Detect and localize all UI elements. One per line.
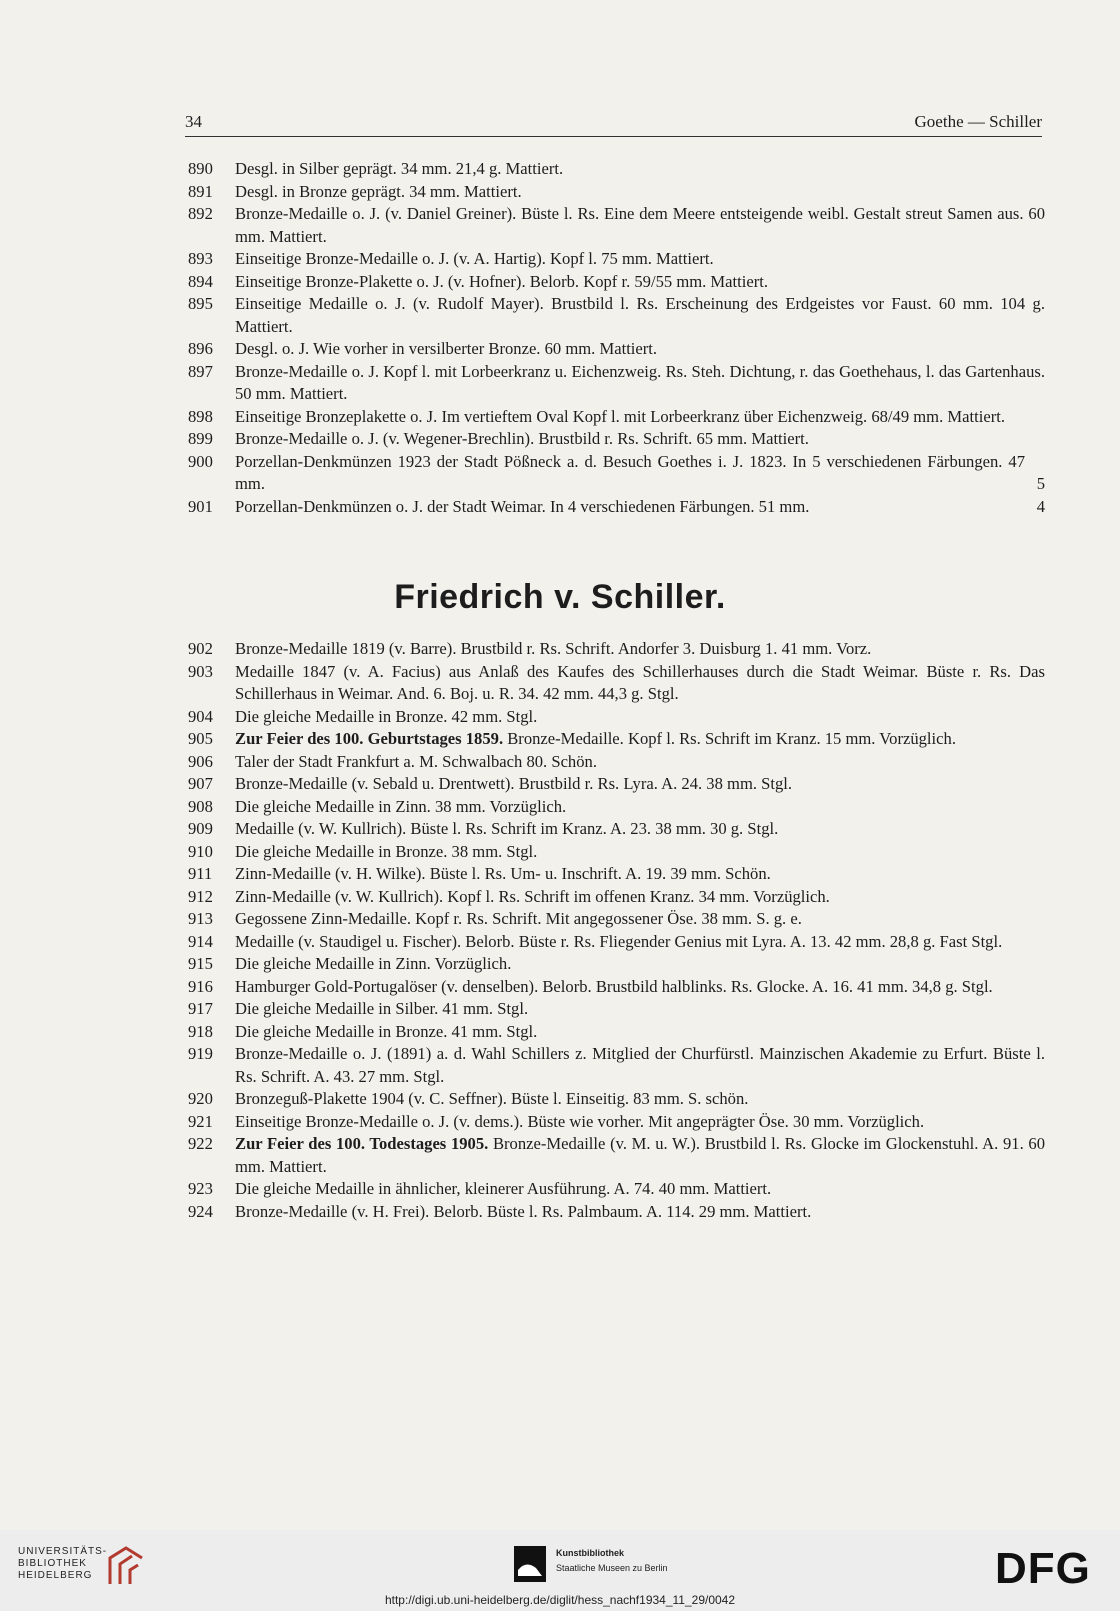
- entry-number: 890: [188, 159, 213, 178]
- catalog-entry: [188, 1043, 1045, 1088]
- catalog-entry: [188, 908, 1045, 931]
- catalog-entry: [188, 998, 1045, 1021]
- university-library-name: UNIVERSITÄTS- BIBLIOTHEK HEIDELBERG: [18, 1546, 108, 1581]
- entry-number: 913: [188, 909, 213, 928]
- entry-number: 924: [188, 1201, 213, 1221]
- entry-number: 899: [188, 429, 213, 448]
- entry-description: Porzellan-Denkmünzen o. J. der Stadt Weimar. In 4 verschiedenen Färbungen. 51 mm.: [235, 496, 810, 516]
- catalog-entry: [188, 1201, 1045, 1224]
- digitization-footer: [0, 1530, 1120, 1611]
- entry-number: 917: [188, 999, 213, 1018]
- catalog-entry: [188, 976, 1045, 999]
- entry-number: 903: [188, 661, 213, 681]
- section-title: Friedrich v. Schiller.: [394, 578, 726, 616]
- entry-number: 901: [188, 496, 213, 516]
- entry-description: Die gleiche Medaille in Silber. 41 mm. Stgl.: [235, 999, 529, 1018]
- entry-description: Zinn-Medaille (v. H. Wilke). Büste l. Rs. Um- u. Inschrift. A. 19. 39 mm. Schön.: [235, 864, 771, 883]
- entry-description: Taler der Stadt Frankfurt a. M. Schwalbach 80. Schön.: [235, 751, 597, 771]
- entry-description: Medaille 1847 (v. A. Facius) aus Anlaß des Kaufes des Schillerhauses durch die Stadt Weimar. Büste r. Rs. Das Schillerhaus in Weimar. And. 6. Boj. u. R. 34. 42 mm. 44,3 g. Stgl.: [235, 661, 1045, 703]
- entry-number: 915: [188, 954, 213, 973]
- entry-description: Bronze-Medaille o. J. (v. Wegener-Brechlin). Brustbild r. Rs. Schrift. 65 mm. Mattiert.: [235, 429, 809, 448]
- catalog-entry: [188, 706, 1045, 729]
- entry-description: Porzellan-Denkmünzen 1923 der Stadt Pößneck a. d. Besuch Goethes i. J. 1823. In 5 verschiedenen Färbungen. 47 mm.: [235, 451, 1025, 493]
- entry-number: 906: [188, 751, 213, 771]
- entry-description: Bronze-Medaille o. J. Kopf l. mit Lorbeerkranz u. Eichenzweig. Rs. Steh. Dichtung, r. das Goethehaus, l. das Gartenhaus. 50 mm. Mattiert.: [235, 361, 1045, 403]
- entry-number: 914: [188, 931, 213, 951]
- entry-number: 919: [188, 1044, 213, 1063]
- entry-number: 907: [188, 774, 213, 793]
- catalog-entry: [188, 638, 1045, 661]
- catalog-entry: [188, 271, 1045, 294]
- catalog-entry: [188, 1133, 1045, 1178]
- catalog-entry: [188, 181, 1045, 204]
- entry-number: 916: [188, 976, 213, 996]
- entry-description: Bronze-Medaille o. J. (1891) a. d. Wahl Schillers z. Mitglied der Churfürstl. Mainzischen Akademie zu Erfurt. Büste l. Rs. Schrift. A. 43. 27 mm. Stgl.: [235, 1044, 1045, 1086]
- entry-description: Medaille (v. Staudigel u. Fischer). Belorb. Büste r. Rs. Fliegender Genius mit Lyra. A. 13. 42 mm. 28,8 g. Fast Stgl.: [235, 931, 1003, 951]
- entry-number: 892: [188, 204, 213, 223]
- entry-description: Die gleiche Medaille in Zinn. 38 mm. Vorzüglich.: [235, 796, 567, 816]
- museum-subtitle: Staatliche Museen zu Berlin: [556, 1563, 668, 1573]
- entry-description: Einseitige Medaille o. J. (v. Rudolf Mayer). Brustbild l. Rs. Erscheinung des Erdgeistes vor Faust. 60 mm. 104 g. Mattiert.: [235, 294, 1045, 336]
- entry-number: 897: [188, 361, 213, 381]
- entry-number: 909: [188, 819, 213, 838]
- university-library-mark-icon: [104, 1544, 148, 1588]
- running-title: Goethe — Schiller: [914, 112, 1042, 131]
- museum-title: Kunstbibliothek: [556, 1548, 624, 1558]
- entry-heading: Zur Feier des 100. Todestages 1905.: [235, 1134, 489, 1153]
- entry-number: 910: [188, 841, 213, 861]
- entry-description: Zinn-Medaille (v. W. Kullrich). Kopf l. Rs. Schrift im offenen Kranz. 34 mm. Vorzüglich.: [235, 886, 830, 906]
- entry-description: Die gleiche Medaille in ähnlicher, kleinerer Ausführung. A. 74. 40 mm. Mattiert.: [235, 1179, 772, 1198]
- entry-description: Die gleiche Medaille in Bronze. 38 mm. Stgl.: [235, 841, 538, 861]
- entry-number: 898: [188, 406, 213, 426]
- catalog-entry: [188, 751, 1045, 774]
- entry-number: 905: [188, 729, 213, 748]
- page-number: 34: [185, 112, 202, 131]
- entry-description: Hamburger Gold-Portugalöser (v. denselben). Belorb. Brustbild halblinks. Rs. Glocke. A. 16. 41 mm. 34,8 g. Stgl.: [235, 976, 993, 996]
- entry-description: Die gleiche Medaille in Zinn. Vorzüglich.: [235, 954, 512, 973]
- entry-description: Einseitige Bronze-Medaille o. J. (v. dems.). Büste wie vorher. Mit angeprägter Öse. 30 mm. Vorzüglich.: [235, 1111, 925, 1131]
- catalog-entry: [188, 338, 1045, 361]
- catalog-entry: [188, 661, 1045, 706]
- entry-number: 900: [188, 451, 213, 471]
- catalog-entry: [188, 158, 1045, 181]
- catalog-entry: [188, 1178, 1045, 1201]
- catalog-entry: [188, 1111, 1045, 1134]
- catalog-entry: [188, 886, 1045, 909]
- entry-number: 893: [188, 249, 213, 268]
- entry-description: Einseitige Bronzeplakette o. J. Im vertieftem Oval Kopf l. mit Lorbeerkranz über Eichenzweig. 68/49 mm. Mattiert.: [235, 406, 1005, 426]
- entry-description: Die gleiche Medaille in Bronze. 42 mm. Stgl.: [235, 706, 538, 726]
- catalog-entry: [188, 406, 1045, 429]
- entry-quantity: 4: [1036, 496, 1045, 516]
- entry-description: Desgl. o. J. Wie vorher in versilberter Bronze. 60 mm. Mattiert.: [235, 339, 658, 358]
- entry-description: [235, 728, 1045, 751]
- entry-number: 920: [188, 1089, 213, 1108]
- catalog-entry: [188, 203, 1045, 248]
- catalog-entry: [188, 1088, 1045, 1111]
- entry-description: [235, 1133, 1045, 1178]
- entry-number: 891: [188, 181, 213, 201]
- university-library-logo[interactable]: [18, 1544, 138, 1594]
- catalog-entry: [188, 818, 1045, 841]
- entry-text: Bronze-Medaille (v. M. u. W.). Brustbild l. Rs. Glocke im Glockenstuhl. A. 91. 60 mm. Mattiert.: [235, 1134, 1045, 1176]
- entry-description: Bronze-Medaille 1819 (v. Barre). Brustbild r. Rs. Schrift. Andorfer 3. Duisburg 1. 41 mm. Vorz.: [235, 639, 872, 658]
- catalog-list-schiller: [188, 638, 1045, 1223]
- kunstbibliothek-logo[interactable]: [514, 1546, 714, 1586]
- entry-text: Bronze-Medaille. Kopf l. Rs. Schrift im Kranz. 15 mm. Vorzüglich.: [503, 729, 956, 748]
- catalog-entry: [188, 451, 1045, 496]
- dfg-logo[interactable]: DFG: [995, 1544, 1091, 1593]
- catalog-entry: [188, 863, 1045, 886]
- catalog-entry: [188, 728, 1045, 751]
- entry-number: 904: [188, 706, 213, 726]
- entry-description: Einseitige Bronze-Plakette o. J. (v. Hofner). Belorb. Kopf r. 59/55 mm. Mattiert.: [235, 271, 769, 291]
- entry-number: 923: [188, 1179, 213, 1198]
- entry-number: 911: [188, 864, 213, 883]
- entry-number: 895: [188, 294, 213, 313]
- entry-description: Die gleiche Medaille in Bronze. 41 mm. Stgl.: [235, 1021, 538, 1041]
- entry-number: 896: [188, 339, 213, 358]
- catalog-entry: [188, 428, 1045, 451]
- catalog-entry: [188, 1021, 1045, 1044]
- kunstbibliothek-mark-icon: [514, 1546, 546, 1582]
- entry-description: Bronzeguß-Plakette 1904 (v. C. Seffner). Büste l. Einseitig. 83 mm. S. schön.: [235, 1089, 749, 1108]
- entry-number: 902: [188, 639, 213, 658]
- catalog-entry: [188, 953, 1045, 976]
- entry-heading: Zur Feier des 100. Geburtstages 1859.: [235, 729, 504, 748]
- catalog-list-goethe: [188, 158, 1045, 518]
- catalog-entry: [188, 293, 1045, 338]
- entry-number: 912: [188, 886, 213, 906]
- entry-number: 922: [188, 1134, 213, 1153]
- catalog-entry: [188, 841, 1045, 864]
- entry-description: Bronze-Medaille (v. Sebald u. Drentwett). Brustbild r. Rs. Lyra. A. 24. 38 mm. Stgl.: [235, 774, 793, 793]
- entry-number: 918: [188, 1021, 213, 1041]
- entry-quantity: 5: [1036, 474, 1045, 493]
- catalog-entry: [188, 773, 1045, 796]
- catalog-entry: [188, 931, 1045, 954]
- entry-description: Desgl. in Bronze geprägt. 34 mm. Mattiert.: [235, 181, 522, 201]
- page-header: [185, 108, 1042, 137]
- entry-description: Bronze-Medaille o. J. (v. Daniel Greiner). Büste l. Rs. Eine dem Meere entsteigende weibl. Gestalt streut Samen aus. 60 mm. Mattiert.: [235, 204, 1045, 246]
- entry-description: Bronze-Medaille (v. H. Frei). Belorb. Büste l. Rs. Palmbaum. A. 114. 29 mm. Mattiert.: [235, 1201, 812, 1221]
- entry-number: 894: [188, 271, 213, 291]
- entry-number: 921: [188, 1111, 213, 1131]
- entry-number: 908: [188, 796, 213, 816]
- entry-description: Einseitige Bronze-Medaille o. J. (v. A. Hartig). Kopf l. 75 mm. Mattiert.: [235, 249, 714, 268]
- entry-description: Medaille (v. W. Kullrich). Büste l. Rs. Schrift im Kranz. A. 23. 38 mm. 30 g. Stgl.: [235, 819, 779, 838]
- catalog-entry: [188, 361, 1045, 406]
- source-url-link[interactable]: http://digi.ub.uni-heidelberg.de/diglit/hess_nachf1934_11_29/0042: [384, 1593, 736, 1607]
- catalog-entry: [188, 496, 1045, 519]
- entry-description: Gegossene Zinn-Medaille. Kopf r. Rs. Schrift. Mit angegossener Öse. 38 mm. S. g. e.: [235, 909, 802, 928]
- entry-description: Desgl. in Silber geprägt. 34 mm. 21,4 g. Mattiert.: [235, 159, 564, 178]
- catalog-entry: [188, 796, 1045, 819]
- catalog-entry: [188, 248, 1045, 271]
